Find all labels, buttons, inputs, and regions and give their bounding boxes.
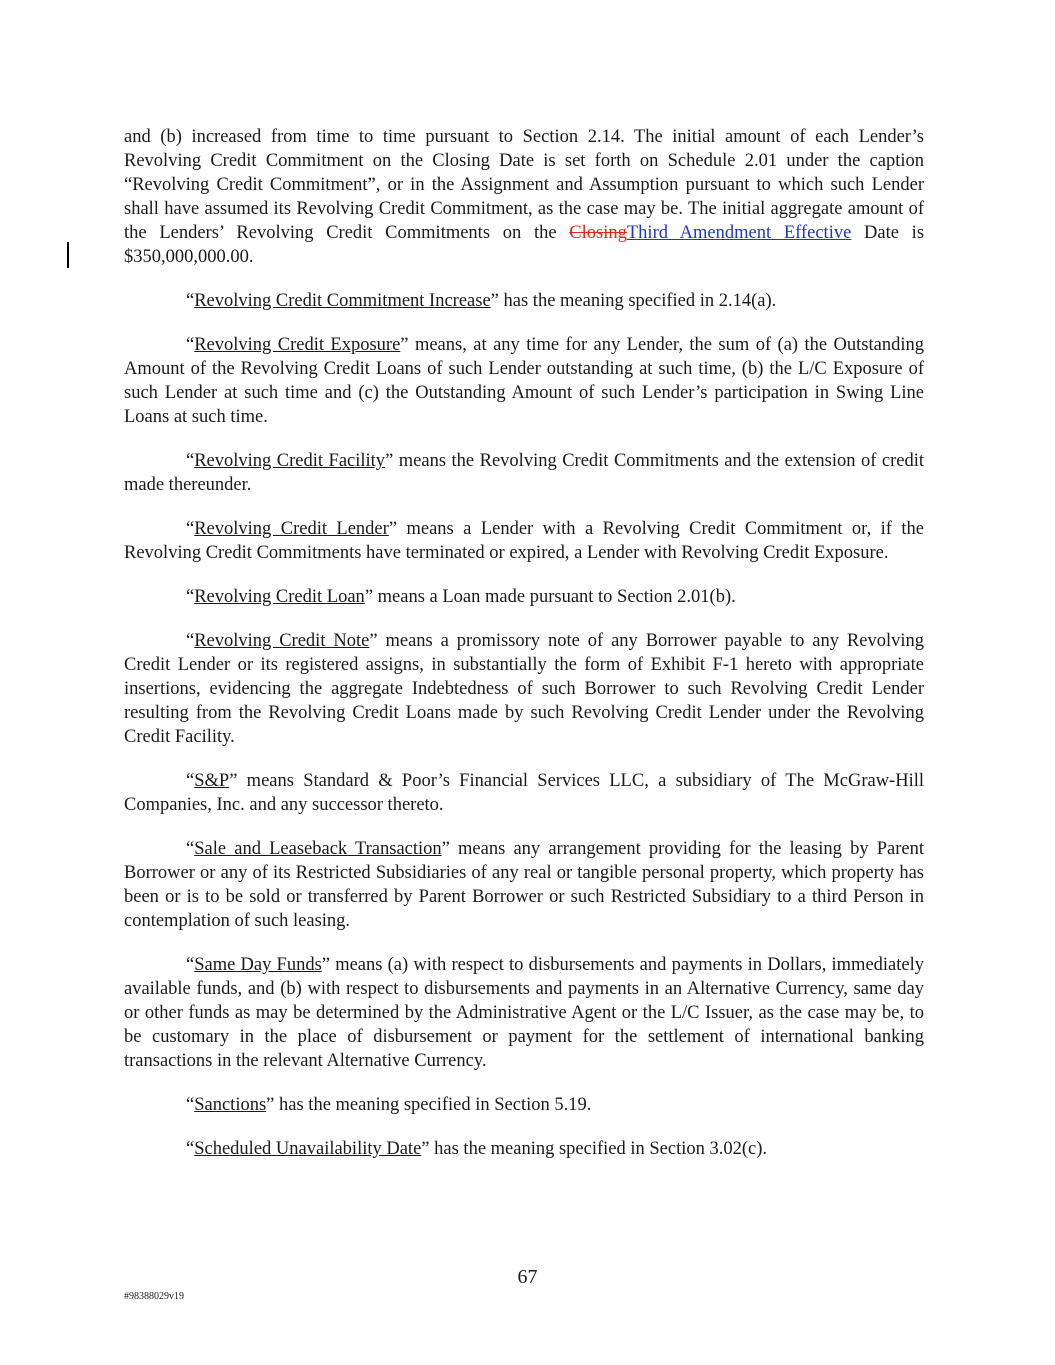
intro-paragraph: [124, 125, 924, 269]
definition-paragraph: “Sale and Leaseback Transaction” means any arrangement providing for the leasing by Parent Borrower or any of its Restricted Subsidiaries of any real or tangible personal property, which property has been or is to be sold or transferred by Parent Borrower or such Restricted Subsidiary to a third Person in contemplation of such leasing.: [124, 839, 924, 931]
definition-text: means (a) with respect to disbursements and payments in Dollars, immediately available funds, and (b) with respect to disbursements and payments in an Alternative Currency, same day or other funds as may be determined by the Administrative Agent or the L/C Issuer, as the case may be, to be customary in the place of disbursement or payment for the settlement of international banking transactions in the relevant Alternative Currency.: [124, 955, 924, 1071]
definition-paragraph: “Revolving Credit Loan” means a Loan made pursuant to Section 2.01(b).: [186, 587, 736, 607]
inserted-text: Third Amendment Effective: [626, 223, 852, 243]
defined-term: Revolving Credit Exposure: [194, 335, 401, 355]
definition-text: has the meaning specified in Section 5.19.: [274, 1095, 592, 1115]
definition-paragraph: “S&P” means Standard & Poor’s Financial Services LLC, a subsidiary of The McGraw-Hill Companies, Inc. and any successor thereto.: [124, 771, 924, 815]
document-page: [124, 125, 924, 1181]
definition-paragraph: “Revolving Credit Note” means a promissory note of any Borrower payable to any Revolving Credit Lender or its registered assigns, in substantially the form of Exhibit F-1 hereto with appropriate insertions, evidencing the aggregate Indebtedness of such Borrower to such Revolving Credit Lender resulting from the Revolving Credit Loans made by such Revolving Credit Lender under the Revolving Credit Facility.: [124, 631, 924, 747]
defined-term: Revolving Credit Commitment Increase: [194, 291, 491, 311]
intro-text-part1: and (b) increased from time to time pursuant to Section 2.14. The initial amount of each Lender’s Revolving Credit Commitment on the Closing Date is set forth on Schedule 2.01 under the caption “Revolving Credit Commitment”, or in the Assignment and Assumption pursuant to which such Lender shall have assumed its Revolving Credit Commitment, as the case may be. The initial aggregate amount of the Lenders’ Revolving Credit Commitments on the: [124, 127, 924, 243]
definition-paragraph: “Same Day Funds” means (a) with respect to disbursements and payments in Dollars, immediately available funds, and (b) with respect to disbursements and payments in an Alternative Currency, same day or other funds as may be determined by the Administrative Agent or the L/C Issuer, as the case may be, to be customary in the place of disbursement or payment for the settlement of international banking transactions in the relevant Alternative Currency.: [124, 955, 924, 1071]
defined-term: Revolving Credit Lender: [194, 519, 389, 539]
definition-paragraph: “Scheduled Unavailability Date” has the meaning specified in Section 3.02(c).: [186, 1139, 768, 1159]
defined-term: Scheduled Unavailability Date: [194, 1139, 422, 1159]
defined-term: S&P: [194, 771, 230, 791]
page-number: 67: [517, 1266, 538, 1288]
definition-text: means the Revolving Credit Commitments and the extension of credit made thereunder.: [124, 451, 925, 495]
defined-term: Revolving Credit Facility: [194, 451, 386, 471]
deleted-text: Closing: [569, 223, 627, 243]
definition-text: has the meaning specified in Section 3.02(c).: [429, 1139, 768, 1159]
definition-text: means a Loan made pursuant to Section 2.01(b).: [373, 587, 736, 607]
document-id: #98388029v19: [124, 1291, 184, 1302]
definition-text: means, at any time for any Lender, the sum of (a) the Outstanding Amount of the Revolving Credit Loans of such Lender outstanding at such time, (b) the L/C Exposure of such Lender at such time and (c) the Outstanding Amount of such Lender’s participation in Swing Line Loans at such time.: [124, 335, 924, 427]
definition-paragraph: “Sanctions” has the meaning specified in Section 5.19.: [186, 1095, 592, 1115]
definition-text: has the meaning specified in 2.14(a).: [498, 291, 777, 311]
definition-text: means any arrangement providing for the leasing by Parent Borrower or any of its Restricted Subsidiaries of any real or tangible personal property, which property has been or is to be sold or transferred by Parent Borrower or such Restricted Subsidiary to a third Person in contemplation of such leasing.: [124, 839, 924, 931]
definition-paragraph: “Revolving Credit Lender” means a Lender with a Revolving Credit Commitment or, if the Revolving Credit Commitments have terminated or expired, a Lender with Revolving Credit Exposure.: [124, 519, 924, 563]
revision-change-bar: [67, 242, 69, 268]
definition-text: means a Lender with a Revolving Credit Commitment or, if the Revolving Credit Commitments have terminated or expired, a Lender with Revolving Credit Exposure.: [124, 519, 924, 563]
defined-term: Same Day Funds: [194, 955, 322, 975]
definition-text: means a promissory note of any Borrower payable to any Revolving Credit Lender or its registered assigns, in substantially the form of Exhibit F-1 hereto with appropriate insertions, evidencing the aggregate Indebtedness of such Borrower to such Revolving Credit Lender resulting from the Revolving Credit Loans made by such Revolving Credit Lender under the Revolving Credit Facility.: [124, 631, 924, 747]
defined-term: Sale and Leaseback Transaction: [194, 839, 442, 859]
defined-term: Sanctions: [194, 1095, 267, 1115]
defined-term: Revolving Credit Loan: [194, 587, 365, 607]
definition-paragraph: “Revolving Credit Exposure” means, at any time for any Lender, the sum of (a) the Outstanding Amount of the Revolving Credit Loans of such Lender outstanding at such time, (b) the L/C Exposure of such Lender at such time and (c) the Outstanding Amount of such Lender’s participation in Swing Line Loans at such time.: [124, 335, 924, 427]
definition-paragraph: “Revolving Credit Commitment Increase” has the meaning specified in 2.14(a).: [186, 291, 777, 311]
definition-text: means Standard & Poor’s Financial Services LLC, a subsidiary of The McGraw-Hill Companies, Inc. and any successor thereto.: [124, 771, 924, 815]
definition-paragraph: “Revolving Credit Facility” means the Revolving Credit Commitments and the extension of credit made thereunder.: [124, 451, 925, 495]
intro-text-part2: Date is $350,000,000.00.: [124, 223, 925, 267]
defined-term: Revolving Credit Note: [194, 631, 370, 651]
